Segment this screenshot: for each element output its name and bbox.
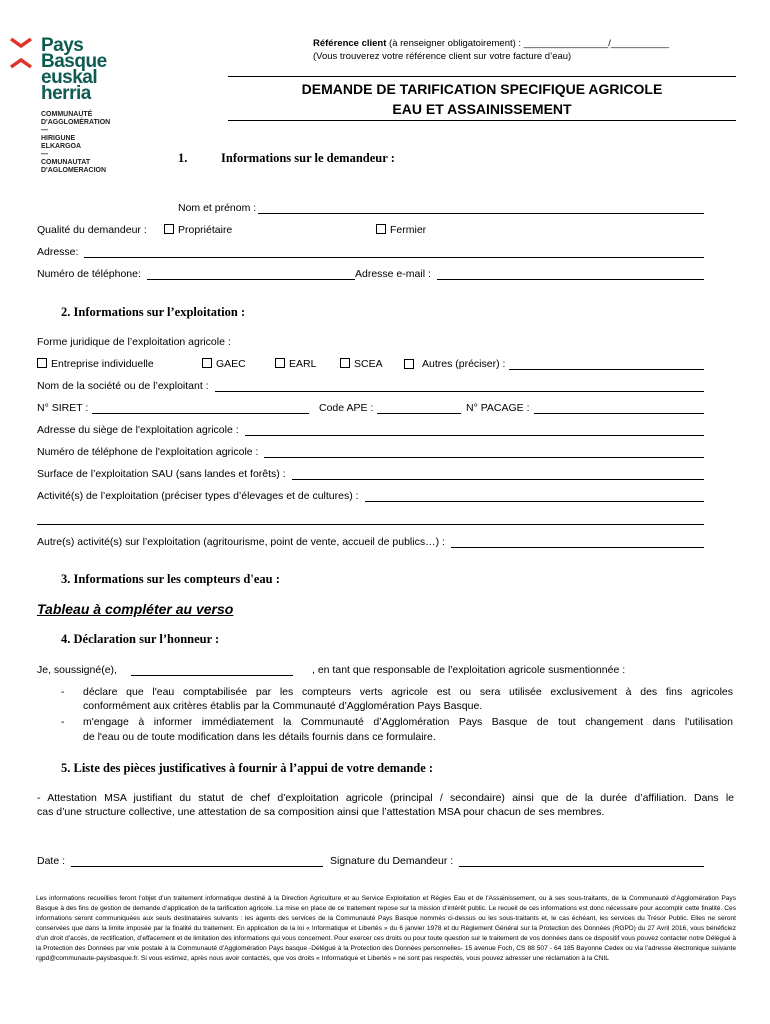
earl-checkbox[interactable]: EARL — [275, 358, 316, 370]
entreprise-individuelle-checkbox[interactable]: Entreprise individuelle — [37, 358, 154, 370]
logo-pays: Pays — [41, 35, 84, 56]
soussigne-name-line[interactable] — [131, 675, 293, 676]
form-title-line2: EAU ET ASSAINISSEMENT — [392, 101, 572, 117]
qualite-label: Qualité du demandeur : — [37, 224, 147, 236]
nom-societe-field[interactable]: Nom de la société ou de l’exploitant : — [37, 380, 704, 392]
section2-title: 2. Informations sur l’exploitation : — [61, 305, 246, 319]
section3-title: 3. Informations sur les compteurs d'eau : — [61, 572, 280, 586]
title-bottom-rule — [228, 120, 736, 121]
title-top-rule — [228, 76, 736, 77]
siege-field[interactable]: Adresse du siège de l'exploitation agricole : — [37, 424, 704, 436]
form-title-line1: DEMANDE DE TARIFICATION SPECIFIQUE AGRICOLE — [301, 81, 663, 97]
code-ape-field[interactable]: Code APE : — [319, 402, 461, 414]
siret-field[interactable]: N° SIRET : — [37, 402, 309, 414]
telephone-field[interactable]: Numéro de téléphone: — [37, 268, 355, 280]
date-field[interactable]: Date : — [37, 855, 323, 867]
section1-title: Informations sur le demandeur : — [221, 151, 395, 165]
logo-sub-text: COMMUNAUTÉ D'AGGLOMÉRATION — HIRIGUNE ELKARGOA — COMUNAUTAT D'AGLOMERACION — [41, 111, 111, 174]
logo-herria: herria — [41, 83, 91, 104]
forme-juridique-label: Forme juridique de l’exploitation agricole : — [37, 336, 231, 348]
activites-extra-line[interactable] — [37, 524, 704, 525]
reference-client: Référence client (à renseigner obligatoirement) : ________________/___________ — [313, 38, 669, 49]
bullet1-dash: - — [61, 686, 65, 698]
en-tant-que-text: , en tant que responsable de l'exploitation agricole susmentionnée : — [312, 664, 626, 676]
logo-euskal: euskal — [41, 67, 98, 88]
bullet1-line1: déclare que l'eau comptabilisée par les compteurs verts agricole est ou sera utilisée exclusivement à des fins agricoles — [83, 686, 733, 698]
section1-number: 1. — [178, 151, 188, 165]
bullet2-line2: de l'eau ou de toute modification dans les détails fournis dans ce formulaire. — [83, 731, 436, 743]
pacage-field[interactable]: N° PACAGE : — [466, 402, 704, 414]
signature-field[interactable]: Signature du Demandeur : — [330, 855, 704, 867]
bullet1-line2: conformément aux critères établis par la Communauté d’Agglomération Pays Basque. — [83, 700, 483, 712]
nom-prenom-field[interactable]: Nom et prénom : — [178, 202, 704, 214]
soussigne-label: Je, soussigné(e), — [37, 664, 117, 676]
email-field[interactable]: Adresse e-mail : — [355, 268, 704, 280]
legal-notice: Les informations recueillies feront l’objet d’un traitement informatique destiné à la Direction Agriculture et au Service Exploitation et Régies Eau et de l'Assainissement, ou à ses sous-traitants, de la Communauté d’Agglomération Pays Basque à des fins de gestion de demande d’application de la tarification agricole. La mise en place de ce traitement repose sur la mission d’intérêt public. Le recueil de ces informations est donc nécessaire pour accomplir cette finalité. Ces informations seront communiquées aux seuls destinataires suivants : les agents des services de la Communauté Pays Basque nommés ci-dessus ou les sous-traitants et, le cas échéant, les services du Trésor Public. Elles ne seront conservées que dans la limite imposée par la finalité du traitement. En application de la loi « Informatique et Libertés » du 6 janvier 1978 et du Règlement Général sur la Protection des Données (RGPD) du 27 Avril 2016, vous bénéficiez d’un droit d’accès, de rectification, d’effacement et de limitation des informations qui vous concernent. Pour exercer ces droits ou pour toute question sur le traitement de vos données dans ce dispositif vous pouvez contacter notre Délégué à la Protection des Données par voie postale à la Communauté d’Agglomération Pays basque -Délégué à la Protection des Données personnelles- 15 avenue Foch, CS 88 507 - 64 185 Bayonne Cedex ou via l’adresse électronique suivante rgpd@communaute-paysbasque.fr. Si vous estimez, après nous avoir contactés, que vos droits « Informatique et Libertés » ne sont pas respectés, vous pouvez adresser une réclamation à la CNIL — [36, 895, 736, 962]
section5-title: 5. Liste des pièces justificatives à fournir à l’appui de votre demande : — [61, 761, 434, 775]
pieces-line1: - Attestation MSA justifiant du statut de chef d’exploitation agricole (principal / secondaire) ainsi que de la durée d’affiliation. Dans le — [37, 792, 734, 804]
fermier-checkbox[interactable]: Fermier — [376, 224, 426, 236]
activites-field[interactable]: Activité(s) de l’exploitation (préciser types d’élevages et de cultures) : — [37, 490, 704, 502]
scea-checkbox[interactable]: SCEA — [340, 358, 383, 370]
autres-field[interactable]: Autres (préciser) : — [404, 358, 704, 370]
proprietaire-checkbox[interactable]: Propriétaire — [164, 224, 232, 236]
surface-field[interactable]: Surface de l’exploitation SAU (sans landes et forêts) : — [37, 468, 704, 480]
reference-note: (Vous trouverez votre référence client sur votre facture d’eau) — [313, 51, 572, 62]
section4-title: 4. Déclaration sur l’honneur : — [61, 632, 220, 646]
tableau-verso-note: Tableau à compléter au verso — [37, 601, 234, 617]
pieces-line2: cas d’une structure collective, une attestation de sa composition ainsi que l’attestation MSA pour chacun de ses membres. — [37, 806, 605, 818]
autres-activites-field[interactable]: Autre(s) activité(s) sur l’exploitation (agritourisme, point de vente, accueil de publics…) : — [37, 536, 704, 548]
logo-chevron-icon — [9, 36, 33, 70]
logo-basque: Basque — [41, 51, 107, 72]
adresse-field[interactable]: Adresse: — [37, 246, 704, 258]
bullet2-line1: m'engage à informer immédiatement la Communauté d’Agglomération Pays Basque de tout changement dans l'utilisation — [83, 716, 733, 728]
bullet2-dash: - — [61, 716, 65, 728]
gaec-checkbox[interactable]: GAEC — [202, 358, 246, 370]
tel-exploitation-field[interactable]: Numéro de téléphone de l'exploitation agricole : — [37, 446, 704, 458]
